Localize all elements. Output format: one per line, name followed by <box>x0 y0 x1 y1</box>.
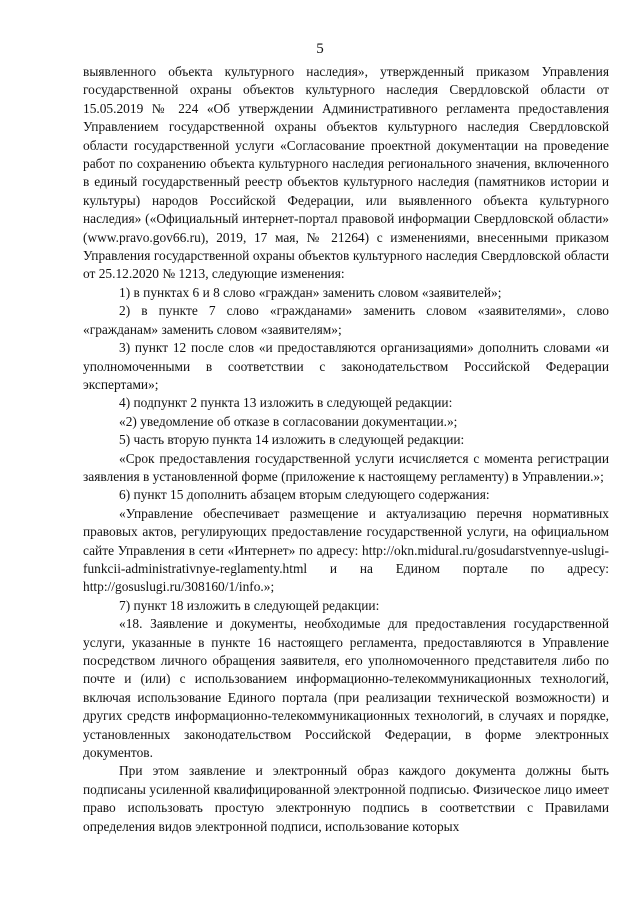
paragraph: «2) уведомление об отказе в согласовании документации.»; <box>119 413 458 429</box>
paragraph: 4) подпункт 2 пункта 13 изложить в следующей редакции: <box>119 395 453 411</box>
paragraph: При этом заявление и электронный образ каждого документа должны быть подписаны усиленной квалифицированной электронной подписью. Физическое лицо имеет право использовать простую электронную подпись в соответствии с Правилами определения видов электронной подписи, использование которых <box>83 763 609 834</box>
paragraph: «Управление обеспечивает размещение и актуализацию перечня нормативных правовых актов, регулирующих предоставление государственной услуги, на официальном сайте Управления в сети «Интернет» по адресу: http://okn.midural.ru/gosudarstvennye-uslugi-funkcii-administrativnye-reglamenty.html и на Едином портале по адресу: http://gosuslugi.ru/308160/1/info.»; <box>83 505 609 595</box>
paragraph: 1) в пунктах 6 и 8 слово «граждан» заменить словом «заявителей»; <box>119 284 502 300</box>
document-body <box>83 63 609 836</box>
paragraph: 7) пункт 18 изложить в следующей редакции: <box>119 597 380 613</box>
paragraph: выявленного объекта культурного наследия», утвержденный приказом Управления государственной охраны объектов культурного наследия Свердловской области от 15.05.2019 № 224 «Об утверждении Административного регламента предоставления Управлением государственной охраны объектов культурного наследия Свердловской области государственной услуги «Согласование проектной документации на проведение работ по сохранению объекта культурного наследия регионального значения, включенного в единый государственный реестр объектов культурного наследия (памятников истории и культуры) народов Российской Федерации, или выявленного объекта культурного наследия» («Официальный интернет-портал правовой информации Свердловской области» (www.pravo.gov66.ru), 2019, 17 мая, № 21264) с изменениями, внесенными приказом Управления государственной охраны объектов культурного наследия Свердловской области от 25.12.2020 № 1213, следующие изменения: <box>83 64 609 282</box>
page-number: 5 <box>316 41 324 57</box>
paragraph: 3) пункт 12 после слов «и предоставляются организациями» дополнить словами «и уполномоченными в соответствии с законодательством Российской Федерации экспертами»; <box>83 340 609 392</box>
paragraph: 5) часть вторую пункта 14 изложить в следующей редакции: <box>119 432 465 448</box>
paragraph: 6) пункт 15 дополнить абзацем вторым следующего содержания: <box>119 487 490 503</box>
paragraph: 2) в пункте 7 слово «гражданами» заменить словом «заявителями», слово «гражданам» заменить словом «заявителям»; <box>83 303 609 337</box>
paragraph: «Срок предоставления государственной услуги исчисляется с момента регистрации заявления в установленной форме (приложение к настоящему регламенту) в Управлении.»; <box>83 450 609 484</box>
paragraph: «18. Заявление и документы, необходимые для предоставления государственной услуги, указанные в пункте 16 настоящего регламента, предоставляются в Управление посредством личного обращения заявителя, его уполномоченного представителя либо по почте и (или) с использованием информационно-телекоммуникационных технологий, включая использование Единого портала (при реализации технической возможности) и других средств информационно-телекоммуникационных технологий, в случаях и порядке, установленных законодательством Российской Федерации, в форме электронных документов. <box>83 616 609 761</box>
